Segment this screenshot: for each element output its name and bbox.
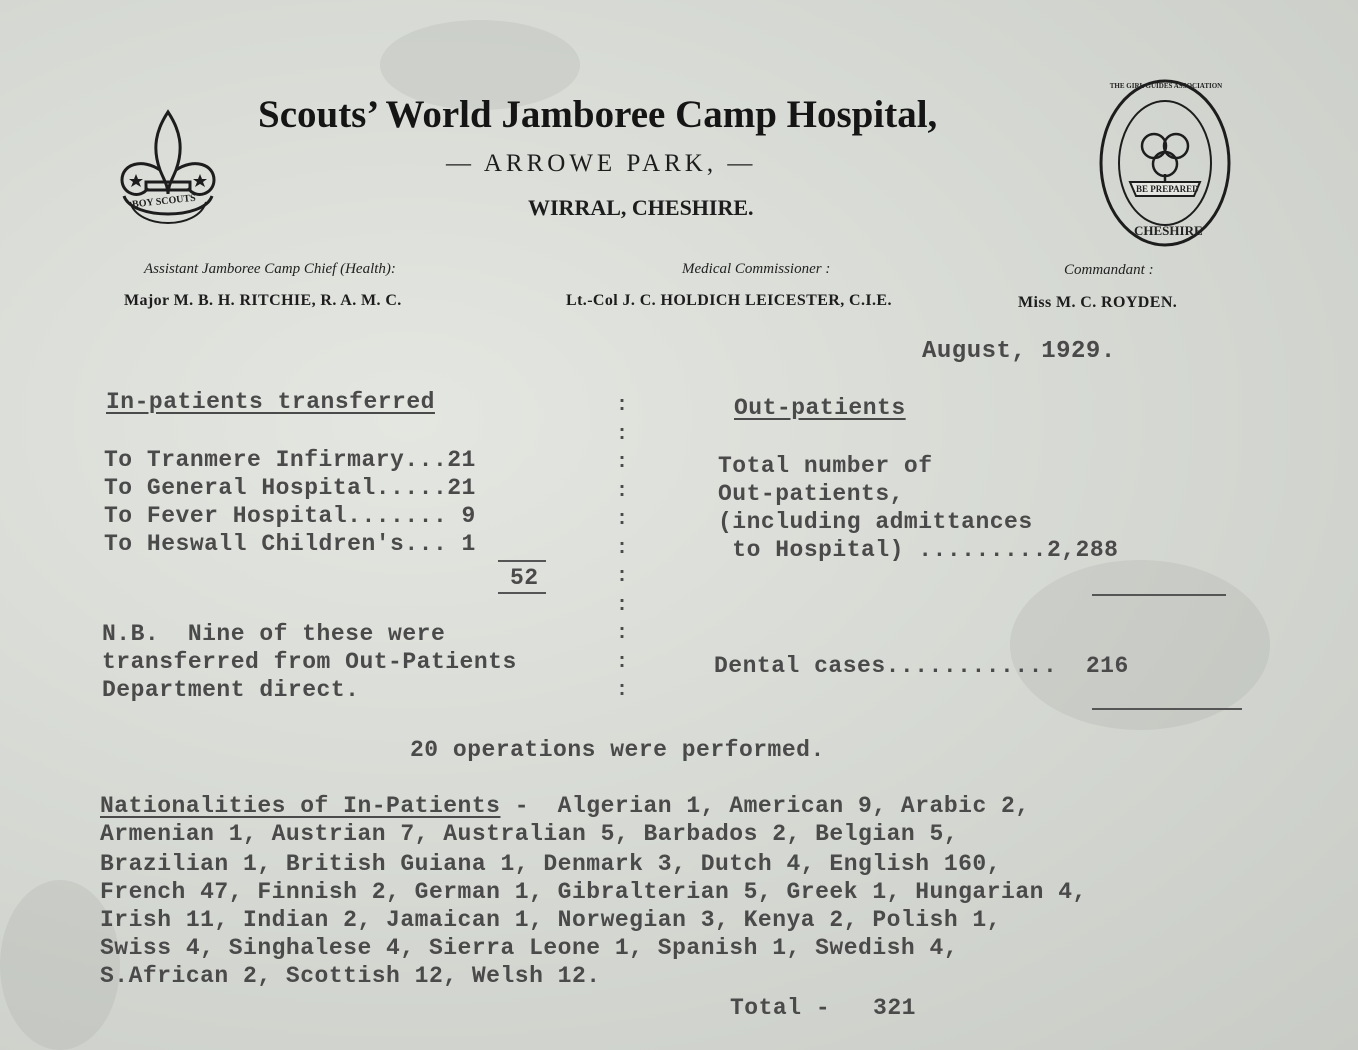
dental-cases: Dental cases............ 216 — [714, 653, 1129, 679]
guides-cheshire-text: CHESHIRE — [1134, 223, 1203, 238]
letter-date: August, 1929. — [922, 338, 1116, 365]
official-name-commandant: Miss M. C. ROYDEN. — [1018, 294, 1178, 311]
outpatients-line: Out-patients, — [718, 481, 904, 507]
paper-stain — [1010, 560, 1270, 730]
nationalities-line: French 47, Finnish 2, German 1, Gibralterian 5, Greek 1, Hungarian 4, — [100, 879, 1087, 905]
nationalities-heading: Nationalities of In-Patients — [100, 793, 501, 819]
outpatients-heading: Out-patients — [734, 395, 906, 421]
sum-rule — [1092, 594, 1226, 596]
letterhead-subtitle: — ARROWE PARK, — — [446, 150, 757, 177]
boy-scouts-emblem — [112, 108, 224, 234]
boy-scouts-scroll-text: BOY SCOUTS — [131, 192, 197, 211]
nationalities-first-line — [100, 792, 1030, 820]
nationalities-line: Swiss 4, Singhalese 4, Sierra Leone 1, Spanish 1, Swedish 4, — [100, 935, 959, 961]
official-role-commandant: Commandant : — [1064, 262, 1154, 278]
official-role-medical: Medical Commissioner : — [682, 261, 831, 277]
nationalities-line: - Algerian 1, American 9, Arabic 2, — [500, 793, 1030, 819]
girl-guides-emblem — [1098, 78, 1232, 248]
operations-line: 20 operations were performed. — [410, 737, 825, 763]
inpatients-row: To Tranmere Infirmary...21 — [104, 447, 476, 473]
outpatients-total-line: to Hospital) .........2,288 — [718, 537, 1119, 563]
guides-association-text: THE GIRL GUIDES ASSOCIATION — [1109, 82, 1223, 90]
official-name-medical: Lt.-Col J. C. HOLDICH LEICESTER, C.I.E. — [566, 292, 892, 309]
sum-rule — [498, 592, 546, 594]
official-role-health: Assistant Jamboree Camp Chief (Health): — [144, 261, 396, 277]
inpatients-heading: In-patients transferred — [106, 389, 435, 415]
note-line: Department direct. — [102, 677, 360, 703]
nationalities-line: Brazilian 1, British Guiana 1, Denmark 3, Dutch 4, English 160, — [100, 851, 1002, 877]
note-line: N.B. Nine of these were — [102, 621, 446, 647]
nationalities-line: S.African 2, Scottish 12, Welsh 12. — [100, 963, 601, 989]
nationalities-total: Total - 321 — [730, 995, 916, 1021]
official-name-health: Major M. B. H. RITCHIE, R. A. M. C. — [124, 292, 402, 309]
note-line: transferred from Out-Patients — [102, 649, 517, 675]
sum-rule — [1092, 708, 1242, 710]
guides-motto-text: BE PREPARED — [1136, 184, 1199, 194]
inpatients-total: 52 — [510, 565, 539, 591]
nationalities-line: Armenian 1, Austrian 7, Australian 5, Barbados 2, Belgian 5, — [100, 821, 959, 847]
nationalities-line: Irish 11, Indian 2, Jamaican 1, Norwegian 3, Kenya 2, Polish 1, — [100, 907, 1002, 933]
outpatients-line: (including admittances — [718, 509, 1033, 535]
letterhead-address: WIRRAL, CHESHIRE. — [528, 195, 754, 220]
inpatients-row: To General Hospital.....21 — [104, 475, 476, 501]
outpatients-line: Total number of — [718, 453, 933, 479]
inpatients-row: To Fever Hospital....... 9 — [104, 503, 476, 529]
column-divider: : : : : : : : : : : : — [616, 394, 629, 702]
letterhead-title: Scouts’ World Jamboree Camp Hospital, — [258, 93, 938, 136]
sum-rule — [498, 560, 546, 562]
inpatients-row: To Heswall Children's... 1 — [104, 531, 476, 557]
